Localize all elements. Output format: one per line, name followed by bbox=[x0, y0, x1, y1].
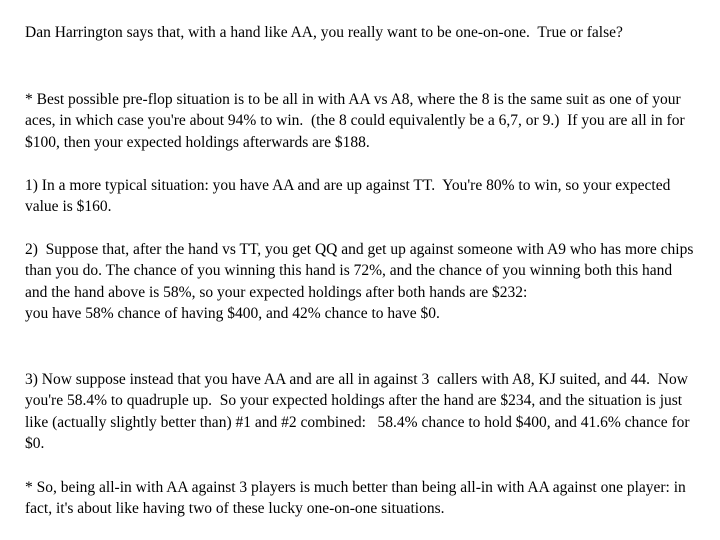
second-hand-paragraph: 2) Suppose that, after the hand vs TT, you get QQ and get up against someone with A9 who has more chips than you do. The chance of you winning this hand is 72%, and the chance of you winning both this hand and the hand above is 58%, so your expected holdings after both hands are $232: you have 58% chance of having $400, and 42% chance to have $0. bbox=[25, 241, 694, 323]
conclusion-paragraph: * So, being all-in with AA against 3 players is much better than being all-in with AA against one player: in fact, it's about like having two of these lucky one-on-one situations. bbox=[25, 479, 690, 518]
typical-case-paragraph: 1) In a more typical situation: you have AA and are up against TT. You're 80% to win, so your expected value is $160. bbox=[25, 177, 675, 216]
best-case-paragraph: * Best possible pre-flop situation is to be all in with AA vs A8, where the 8 is the same suit as one of your aces, in which case you're about 94% to win. (the 8 could equivalently be a 6,7, or 9.) If you are all in for $100, then your expected holdings afterwards are $188. bbox=[25, 91, 689, 151]
three-callers-paragraph: 3) Now suppose instead that you have AA and are all in against 3 callers with A8, KJ suited, and 44. Now you're 58.4% to quadruple up. So your expected holdings after the hand are $234, and the situation is just like (actually slightly better than) #1 and #2 combined: 58.4% chance to hold $400, and 41.6% chance for $0. bbox=[25, 371, 694, 453]
question-paragraph: Dan Harrington says that, with a hand like AA, you really want to be one-on-one. True or false? bbox=[25, 24, 623, 41]
